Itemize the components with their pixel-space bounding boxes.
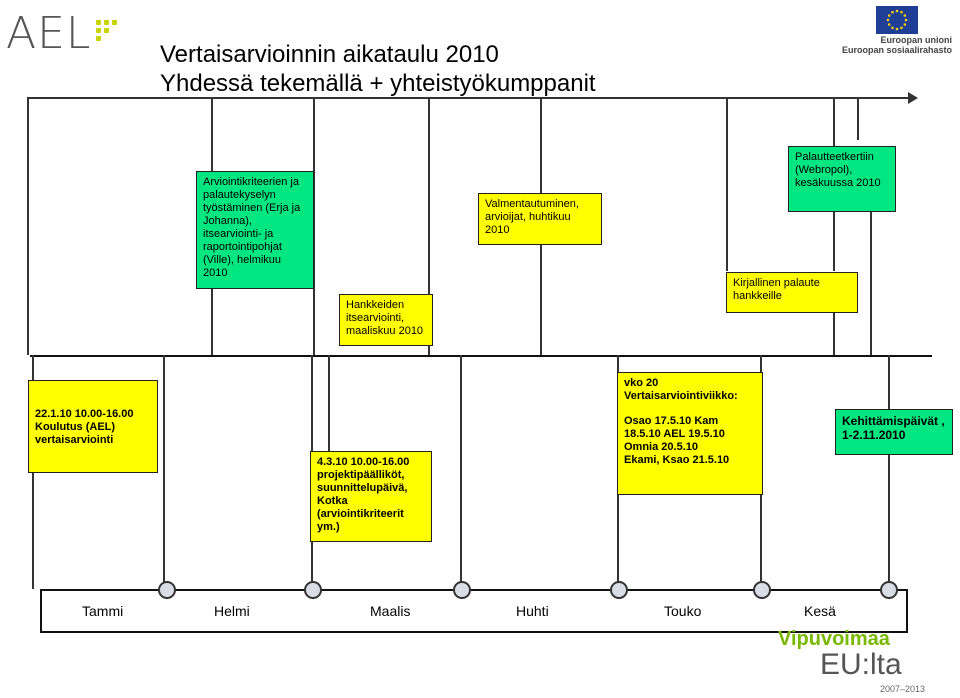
eu-line-2: Euroopan sosiaalirahasto xyxy=(841,45,952,55)
eu-caption xyxy=(822,35,952,55)
connector-line xyxy=(32,472,34,589)
box-valmentautuminen xyxy=(478,193,602,245)
connector-line xyxy=(540,97,542,193)
eu-line-1: Euroopan unioni xyxy=(880,35,952,45)
connector-line xyxy=(540,244,542,355)
box-koulutus xyxy=(28,380,158,473)
month-label: Helmi xyxy=(214,603,250,619)
box-heading: vko 20 Vertaisarviointiviikko: xyxy=(624,377,738,402)
eulta-logo-text: EU:lta xyxy=(820,648,902,681)
box-projektipaallikot xyxy=(310,451,432,542)
milestone-circle-icon xyxy=(880,581,898,599)
connector-line xyxy=(460,355,462,589)
box-arviointikriteerien xyxy=(196,171,314,289)
box-palautteetkertiin xyxy=(788,146,896,212)
box-text: 22.1.10 10.00-16.00 Koulutus (AEL) vertaisarviointi xyxy=(35,408,134,446)
milestone-circle-icon xyxy=(158,581,176,599)
month-label: Touko xyxy=(664,603,702,619)
connector-line xyxy=(211,280,213,355)
middle-timeline xyxy=(30,355,932,357)
box-text: Hankkeiden itsearviointi, maaliskuu 2010 xyxy=(346,299,424,337)
vipuvoimaa-logo-text: Vipuvoimaa xyxy=(778,628,890,650)
connector-line xyxy=(617,494,619,589)
arrow-head-icon xyxy=(908,92,918,104)
page-title xyxy=(160,40,596,98)
connector-line xyxy=(888,355,890,410)
box-kirjallinen xyxy=(726,272,858,313)
ael-logo xyxy=(6,8,116,59)
connector-line xyxy=(870,211,872,355)
ael-logo-dots-icon xyxy=(96,20,118,42)
month-label: Maalis xyxy=(370,603,411,619)
milestone-circle-icon xyxy=(753,581,771,599)
box-list: Osao 17.5.10 Kam 18.5.10 AEL 19.5.10 Omnia 20.5.10 Ekami, Ksao 21.5.10 xyxy=(624,415,730,466)
connector-line xyxy=(27,97,29,355)
milestone-circle-icon xyxy=(304,581,322,599)
eu-flag-icon xyxy=(876,6,918,34)
box-text: Valmentautuminen, arvioijat, huhtikuu 2010 xyxy=(485,198,579,236)
top-arrow-line xyxy=(28,97,914,99)
box-vertaisarviointiviikko xyxy=(617,372,763,495)
connector-line xyxy=(163,355,165,589)
title-line-1: Vertaisarvioinnin aikataulu 2010 xyxy=(160,41,499,68)
connector-line xyxy=(617,355,619,373)
month-label: Kesä xyxy=(804,603,836,619)
connector-line xyxy=(726,97,728,271)
box-hankkeiden xyxy=(339,294,433,346)
logo-years: 2007–2013 xyxy=(880,684,926,694)
connector-line xyxy=(328,355,330,452)
box-text: Kehittämispäivät , 1-2.11.2010 xyxy=(842,414,945,442)
milestone-circle-icon xyxy=(610,581,628,599)
connector-line xyxy=(857,97,859,140)
connector-line xyxy=(833,312,835,355)
box-text: Kirjallinen palaute hankkeille xyxy=(733,277,820,302)
ael-logo-text: AEL xyxy=(6,8,92,59)
box-kehittamispaivat xyxy=(835,409,953,455)
milestone-circle-icon xyxy=(453,581,471,599)
month-label: Tammi xyxy=(82,603,124,619)
month-label: Huhti xyxy=(516,603,549,619)
box-text: Palautteetkertiin (Webropol), kesäkuussa 2010 xyxy=(795,151,881,189)
connector-line xyxy=(32,355,34,381)
box-text: 4.3.10 10.00-16.00 projektipäälliköt, suunnittelupäivä, Kotka (arviointikriteerit ym.) xyxy=(317,456,410,533)
title-line-2: Yhdessä tekemällä + yhteistyökumppanit xyxy=(160,70,596,97)
connector-line xyxy=(888,454,890,589)
box-text: Arviointikriteerien ja palautekyselyn työstäminen (Erja ja Johanna), itsearviointi- ja raportointipohjat (Ville), helmikuu 2010 xyxy=(203,176,301,279)
